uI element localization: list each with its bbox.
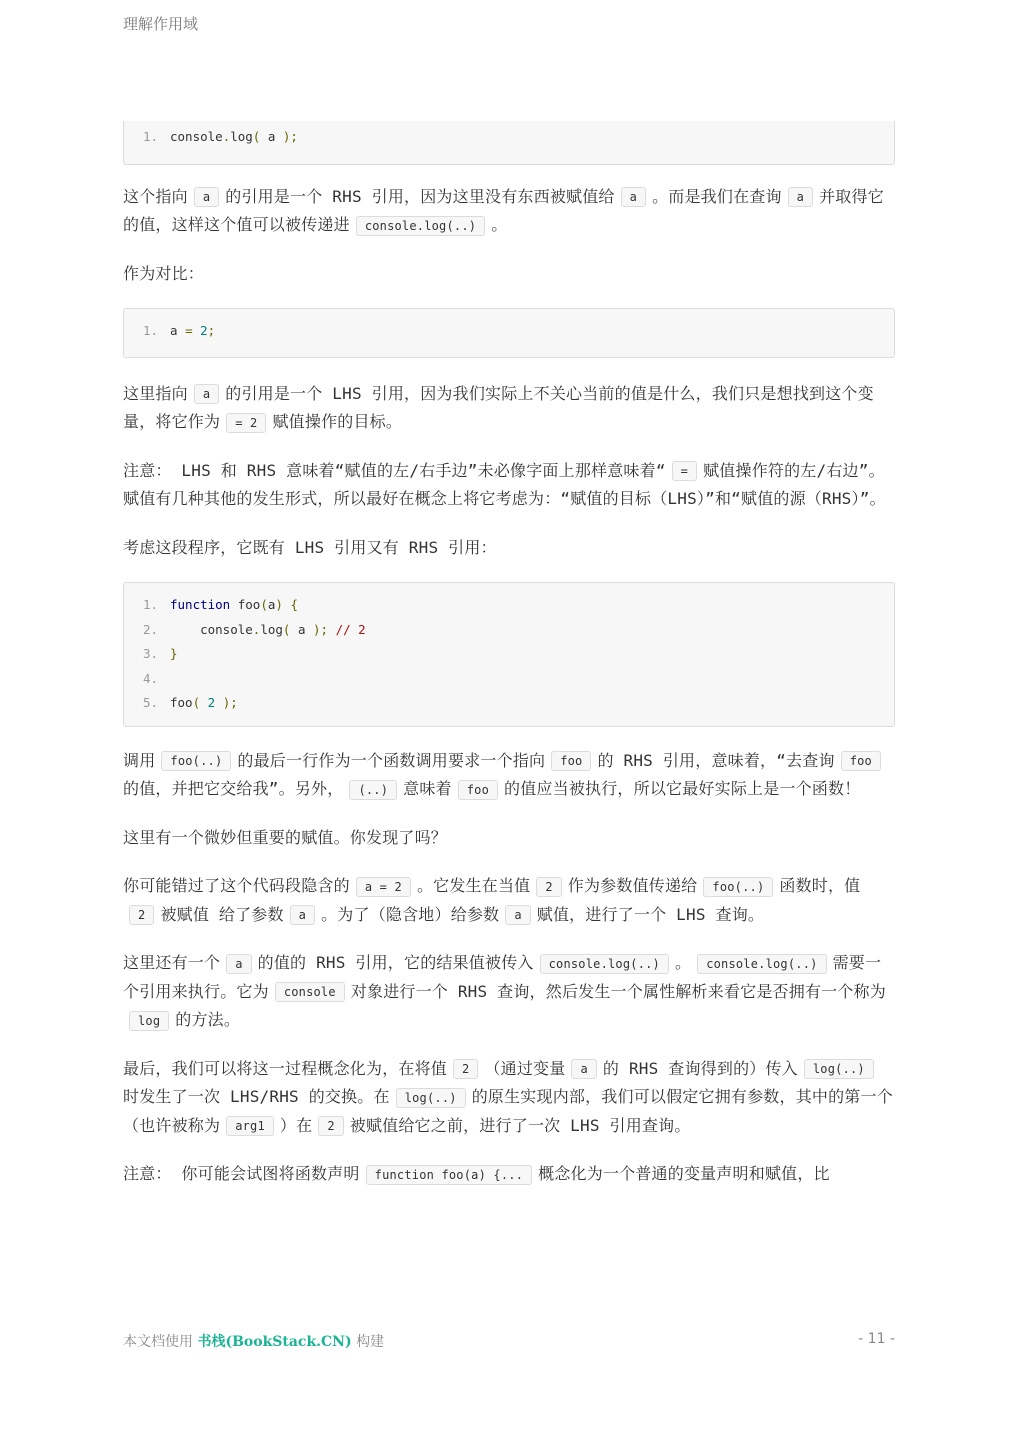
- inline-code: arg1: [226, 1116, 274, 1136]
- inline-code: a: [505, 905, 530, 925]
- text: 被赋值给它之前，进行了一次 LHS 引用查询。: [349, 1115, 691, 1135]
- text: 的值，并把它交给我”。另外，: [123, 779, 344, 798]
- text: 这里指向: [123, 383, 188, 403]
- text: 的方法。: [175, 1010, 241, 1029]
- inline-code: a: [788, 187, 813, 207]
- text: 这里还有一个: [123, 953, 221, 972]
- text: 。它发生在当值: [416, 876, 531, 895]
- text: 最后，我们可以将这一过程概念化为，在将值: [123, 1058, 448, 1078]
- code-block: [123, 582, 895, 727]
- code-text: function: [170, 597, 231, 612]
- text: 对象进行一个 RHS 查询，然后发生一个属性解析来看它是否拥有一个称为: [350, 981, 886, 1001]
- inline-code: foo: [551, 751, 591, 771]
- inline-code: a: [226, 954, 251, 974]
- code-text: console.log( a );: [170, 129, 298, 144]
- text: 概念化为一个普通的变量声明和赋值，比: [538, 1164, 830, 1183]
- text: 的原生实现内部，我们可以假定它拥有参数，其中的第一个（也许被称为: [123, 1087, 893, 1135]
- paragraph: [123, 380, 895, 437]
- code-line: 5. foo( 2 );: [124, 691, 894, 716]
- page-footer: [123, 1331, 895, 1351]
- text: 的引用是一个 RHS 引用，因为这里没有东西被赋值给: [225, 186, 615, 206]
- text: 。而是我们在查询: [652, 186, 782, 206]
- code-line: [124, 319, 894, 344]
- inline-code: a: [290, 905, 315, 925]
- inline-code: a: [194, 384, 219, 404]
- text: 注意： LHS 和 RHS 意味着“赋值的左/右手边”未必像字面上那样意味着“: [123, 460, 666, 480]
- inline-code: console: [275, 982, 345, 1002]
- footer-suffix: 构建: [356, 1334, 385, 1350]
- text: 。: [491, 215, 508, 234]
- text: 赋值操作符的左/右边”。赋值有几种其他的发生形式，所以最好在概念上将它考虑为：“赋值的目标（LHS）”和“赋值的源（RHS）”。: [123, 460, 886, 508]
- text: 的值应当被执行，所以它最好实际上是一个函数！: [504, 779, 861, 798]
- text: 的引用是一个 LHS 引用，因为我们实际上不关心当前的值是什么，我们只是想找到这个变量，将它作为: [123, 383, 874, 431]
- text: ）在: [279, 1115, 313, 1135]
- inline-code: log(..): [396, 1088, 466, 1108]
- inline-code: = 2: [226, 413, 266, 433]
- text: 的 RHS 查询得到的）传入: [602, 1058, 798, 1078]
- code-line: [124, 125, 894, 150]
- inline-code: 2: [318, 1116, 343, 1136]
- paragraph: 这里有一个微妙但重要的赋值。你发现了吗？: [123, 827, 448, 847]
- inline-code: log(..): [804, 1059, 874, 1079]
- line-number: 1.: [142, 129, 158, 144]
- text: （通过变量: [484, 1058, 566, 1078]
- note-paragraph: [123, 1160, 895, 1189]
- inline-code: a = 2: [356, 877, 411, 897]
- running-header: 理解作用域: [123, 15, 199, 33]
- inline-code: 2: [453, 1059, 478, 1079]
- inline-code: a: [571, 1059, 596, 1079]
- inline-code: console.log(..): [540, 954, 669, 974]
- paragraph: 考虑这段程序，它既有 LHS 引用又有 RHS 引用：: [123, 537, 497, 557]
- code-line: 2. console.log( a ); // 2: [124, 618, 894, 643]
- code-line: 3. }: [124, 642, 894, 667]
- paragraph: [123, 949, 895, 1035]
- inline-code: console.log(..): [356, 216, 485, 236]
- inline-code: function foo(a) {...: [366, 1165, 533, 1185]
- text: 。为了（隐含地）给参数: [321, 904, 500, 924]
- inline-code: console.log(..): [697, 954, 826, 974]
- text: 赋值，进行了一个 LHS 查询。: [536, 904, 765, 924]
- inline-code: foo(..): [161, 751, 231, 771]
- footer-prefix: 本文档使用: [123, 1334, 193, 1350]
- code-text: a = 2;: [170, 323, 216, 338]
- text: 的 RHS 引用，意味着，“去查询: [597, 750, 835, 770]
- inline-code: a: [621, 187, 646, 207]
- inline-code: 2: [129, 905, 154, 925]
- inline-code: =: [672, 461, 697, 481]
- text: 并取得它的值，这样这个值可以被传递进: [123, 186, 884, 234]
- inline-code: log: [129, 1011, 169, 1031]
- paragraph: [123, 747, 895, 804]
- text: 赋值操作的目标。: [272, 412, 403, 431]
- paragraph: 作为对比：: [123, 263, 205, 283]
- text: 调用: [123, 750, 156, 770]
- text: 注意： 你可能会试图将函数声明: [123, 1164, 360, 1183]
- line-number: 4.: [142, 670, 158, 686]
- text: 的值的 RHS 引用，它的结果值被传入: [257, 953, 534, 972]
- brand-link[interactable]: 书栈(BookStack.CN): [197, 1334, 352, 1350]
- text: 时发生了一次 LHS/RHS 的交换。在: [123, 1087, 390, 1106]
- inline-code: foo(..): [703, 877, 773, 897]
- note-paragraph: [123, 457, 895, 514]
- inline-code: a: [194, 187, 219, 207]
- text: 。: [674, 953, 692, 972]
- text: 的最后一行作为一个函数调用要求一个指向: [237, 750, 546, 770]
- inline-code: foo: [458, 780, 498, 800]
- line-number: 1.: [142, 323, 158, 338]
- paragraph: [123, 183, 895, 240]
- page-number: - 11 -: [858, 1331, 895, 1347]
- code-line: [124, 667, 894, 692]
- text: 意味着: [403, 779, 452, 798]
- text: 需要一个引用来执行。它为: [123, 953, 882, 1001]
- page-content: [123, 121, 895, 1209]
- code-block: [123, 121, 895, 165]
- text: 被赋值 给了参数: [160, 904, 284, 924]
- code-block: [123, 308, 895, 358]
- line-number: 1.: [142, 597, 158, 612]
- line-number: 5.: [142, 695, 158, 710]
- inline-code: (..): [349, 780, 397, 800]
- text: 这个指向: [123, 186, 188, 206]
- text: 你可能错过了这个代码段隐含的: [123, 876, 350, 895]
- text: 函数时，值: [779, 876, 861, 895]
- text: 作为参数值传递给: [567, 876, 698, 895]
- inline-code: foo: [841, 751, 881, 771]
- paragraph: [123, 1055, 895, 1141]
- code-comment: // 2: [335, 621, 366, 637]
- code-line: 1. function foo(a) {: [124, 593, 894, 618]
- line-number: 3.: [142, 646, 158, 661]
- inline-code: 2: [536, 877, 561, 897]
- paragraph: [123, 872, 895, 929]
- line-number: 2.: [142, 621, 158, 637]
